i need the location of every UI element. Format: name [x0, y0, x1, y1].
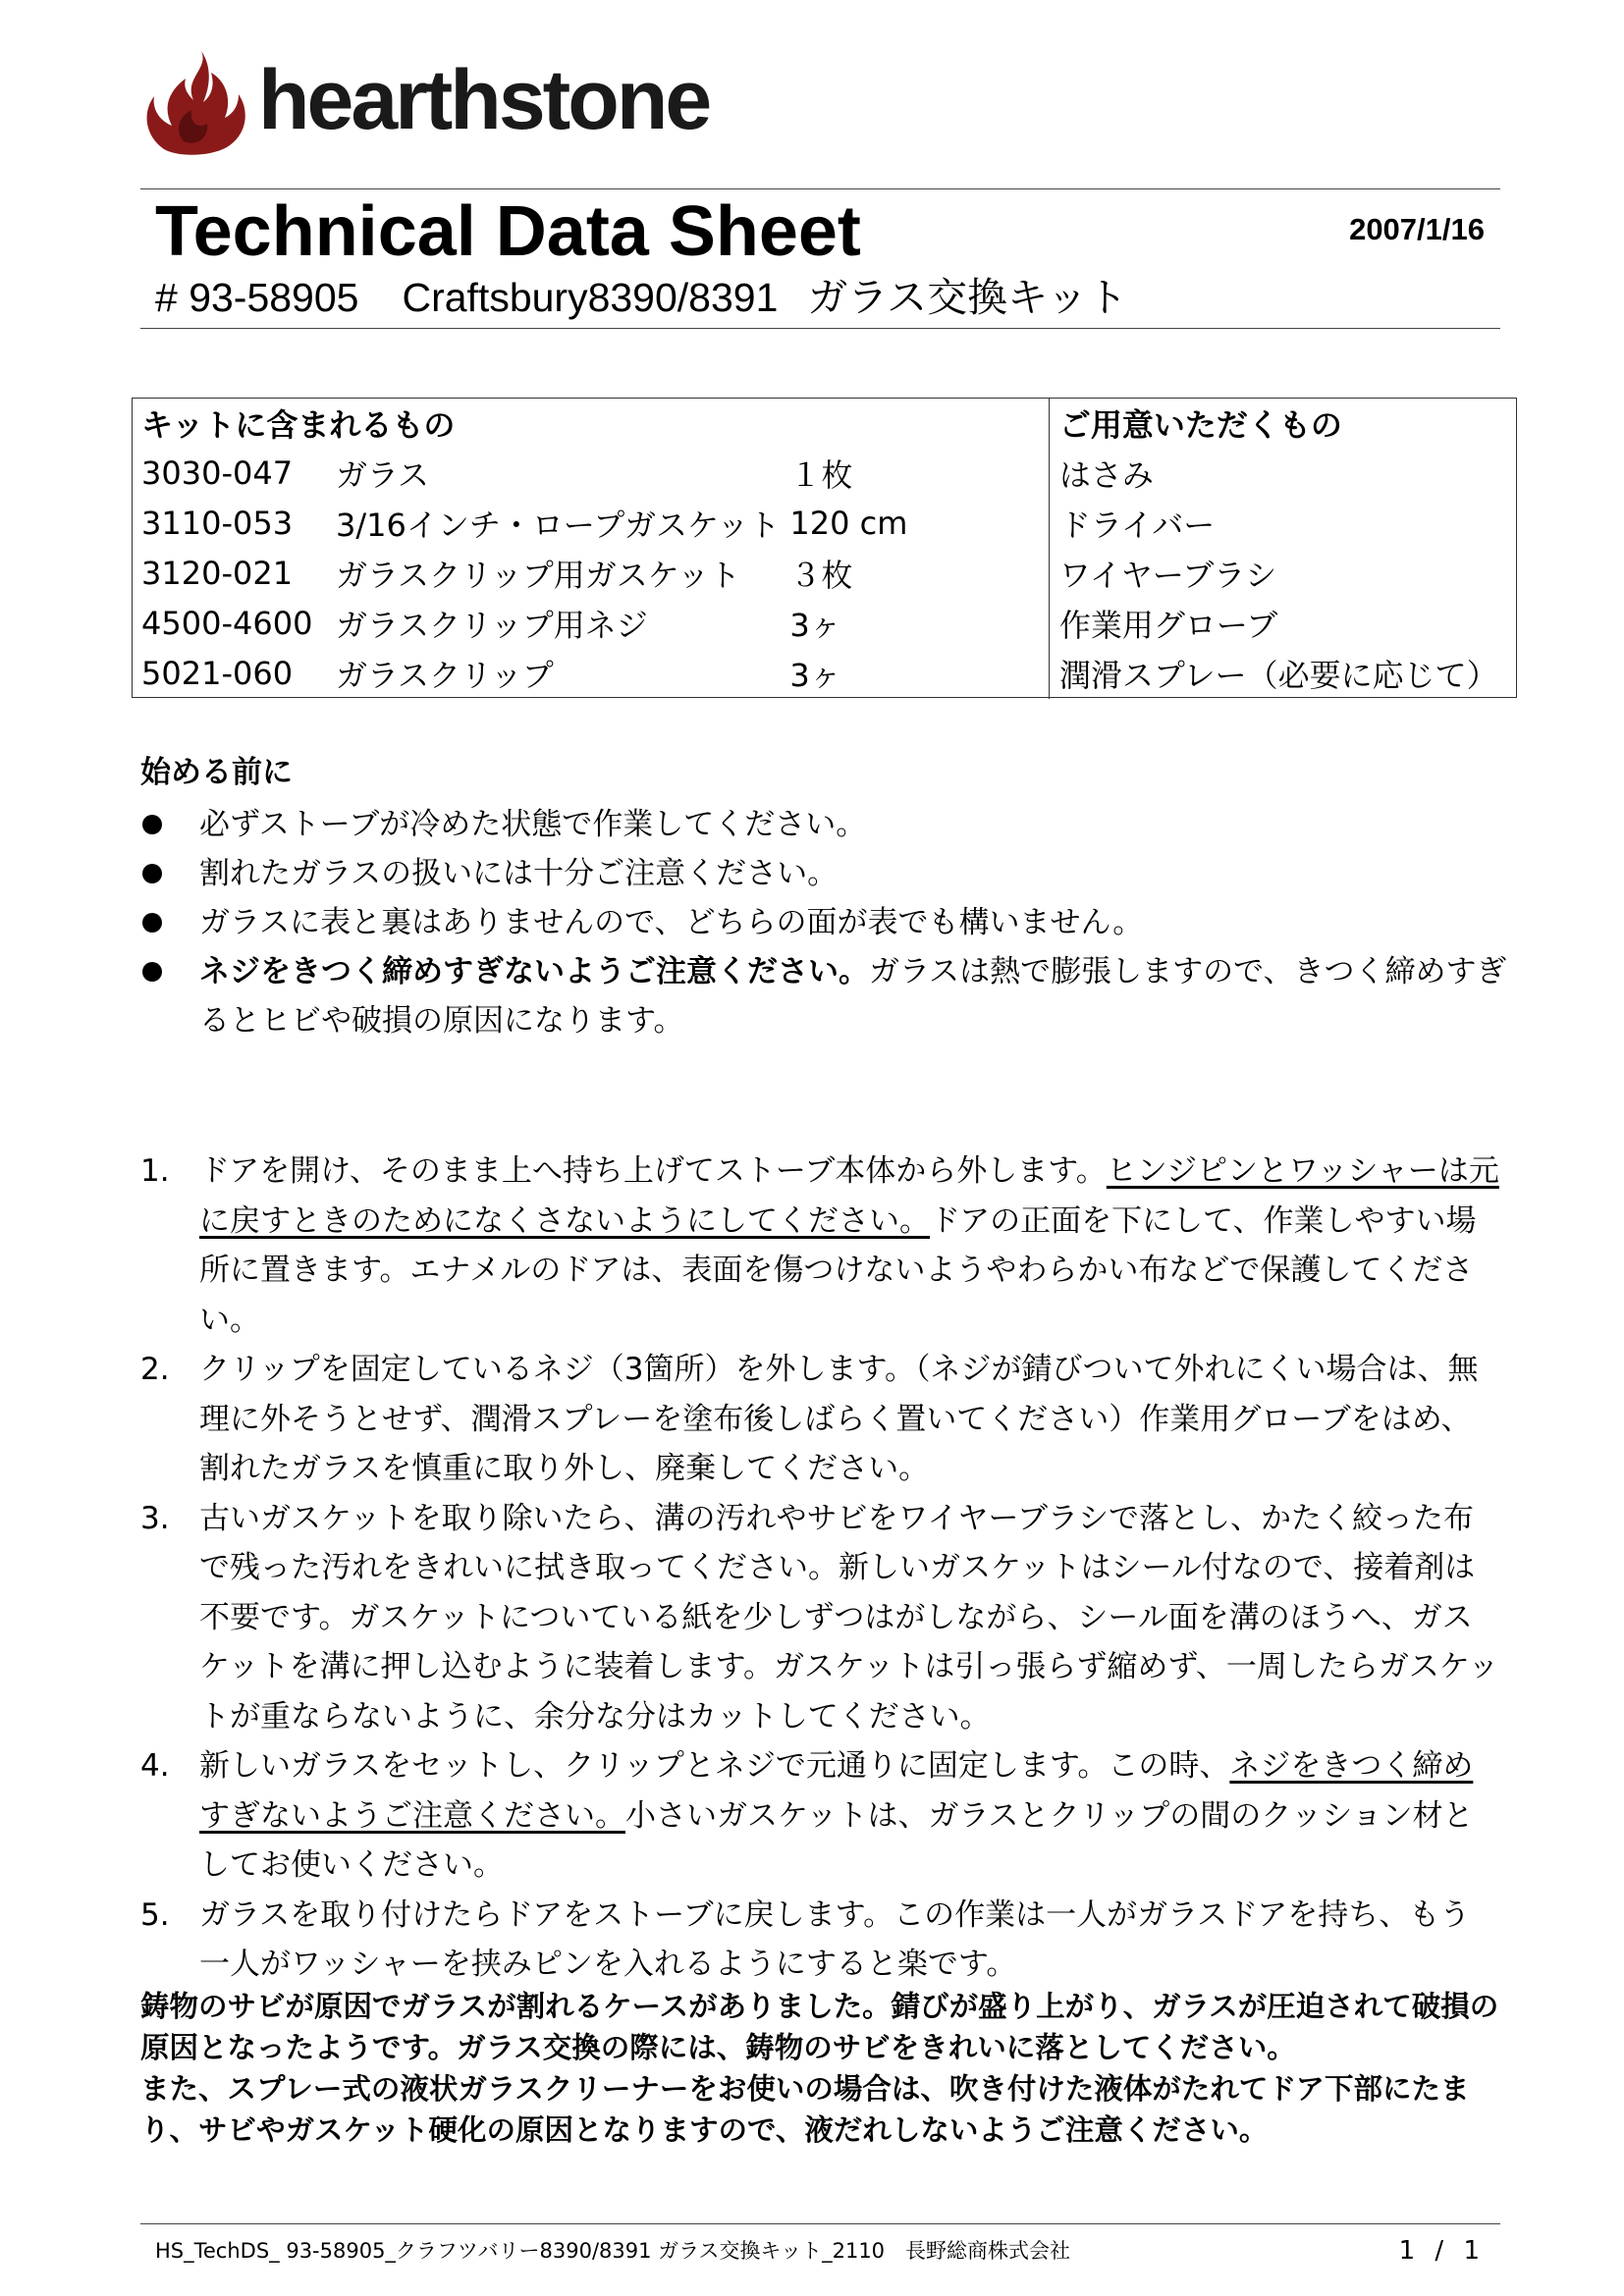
footer-rule: [140, 2223, 1500, 2224]
header-rule-bottom: [140, 328, 1500, 329]
footer-filename: HS_TechDS_ 93-58905_クラフツバリー8390/8391 ガラス交換キット_2110 長野総商株式会社: [155, 2239, 1071, 2263]
tool-item: ドライバー: [1058, 506, 1216, 544]
product-subtitle: [155, 270, 1127, 325]
part-qty: 3ヶ: [780, 599, 1049, 649]
bullet-icon: [142, 913, 162, 933]
underlined-note: ネジをきつく締めすぎないようご注意ください。: [199, 1748, 1474, 1834]
needed-header: ご用意いただくもの: [1058, 405, 1342, 444]
table-row: [132, 548, 1517, 598]
precaution-list: [140, 800, 1515, 1045]
part-name: ガラス: [336, 455, 430, 494]
table-row: [132, 599, 1517, 649]
list-item: 必ずストーブが冷めた状態で作業してください。: [140, 800, 1515, 849]
brand-wordmark: hearthstone: [258, 53, 710, 147]
part-name: 3/16インチ・ロープガスケット: [336, 506, 781, 544]
list-item: ネジをきつく締めすぎないようご注意ください。ガラスは熱で膨張しますので、きつく締めすぎるとヒビや破損の原因になります。: [140, 947, 1515, 1045]
note-paragraph: 鋳物のサビが原因でガラスが割れるケースがありました。錆びが盛り上がり、ガラスが圧迫されて破損の原因となったようです。ガラス交換の際には、鋳物のサビをきれいに落としてください。: [140, 1990, 1499, 2064]
step-item: 3. 古いガスケットを取り除いたら、溝の汚れやサビをワイヤーブラシで落とし、かたく絞った布で残った汚れをきれいに拭き取ってください。新しいガスケットはシール付なので、接着剤は不要です。ガスケットについている紙を少しずつはがしながら、シール面を溝のほうへ、ガスケットを溝に押し込むように装着します。ガスケットは引っ張らず縮めず、一周したらガスケットが重ならないように、余分な分はカットしてください。: [140, 1494, 1500, 1742]
part-number: # 93-58905: [155, 275, 359, 320]
flame-icon: [140, 47, 254, 157]
document-date: 2007/1/16: [1349, 212, 1485, 246]
page-title: Technical Data Sheet: [155, 192, 861, 271]
step-item: 2. クリップを固定しているネジ（3箇所）を外します。（ネジが錆びついて外れにくい場合は、無理に外そうとせず、潤滑スプレーを塗布後しばらく置いてください）作業用グローブをはめ、割れたガラスを慎重に取り外し、廃棄してください。: [140, 1345, 1500, 1494]
tool-item: はさみ: [1058, 455, 1154, 494]
part-code: 4500-4600: [141, 605, 313, 643]
note-paragraph: また、スプレー式の液状ガラスクリーナーをお使いの場合は、吹き付けた液体がたれてドア下部にたまり、サビやガスケット硬化の原因となりますので、液だれしないようご注意ください。: [140, 2072, 1470, 2147]
warning-emphasis: ネジをきつく締めすぎないようご注意ください。: [199, 954, 869, 989]
instruction-steps: [140, 1147, 1500, 1990]
step-number: 2.: [140, 1352, 170, 1387]
step-number: 5.: [140, 1896, 170, 1933]
step-item: 4. 新しいガラスをセットし、クリップとネジで元通りに固定します。この時、ネジをきつく締めすぎないようご注意ください。小さいガスケットは、ガラスとクリップの間のクッション材としてお使いください。: [140, 1741, 1500, 1891]
part-qty: 3ヶ: [780, 649, 1049, 699]
underlined-note: ヒンジピンとワッシャーは元に戻すときのためになくさないようにしてください。: [199, 1153, 1499, 1239]
table-row: [132, 649, 1517, 699]
caution-notes: [140, 1986, 1505, 2151]
list-item: ガラスに表と裏はありませんので、どちらの面が表でも構いません。: [140, 898, 1515, 947]
step-number: 1.: [140, 1153, 170, 1189]
part-name: ガラスクリップ: [336, 657, 554, 695]
kit-name: ガラス交換キット: [807, 274, 1128, 321]
bullet-icon: [142, 864, 162, 883]
hearthstone-logo: [140, 47, 710, 157]
part-name: ガラスクリップ用ネジ: [336, 607, 648, 645]
part-qty: ３枚: [780, 548, 1049, 598]
kit-contents-table: [132, 398, 1517, 699]
part-code: 5021-060: [141, 655, 294, 693]
table-row: [132, 448, 1517, 498]
part-code: 3120-021: [141, 555, 294, 593]
table-header-row: [132, 398, 1517, 448]
list-item: 割れたガラスの扱いには十分ご注意ください。: [140, 849, 1515, 898]
tool-item: 潤滑スプレー（必要に応じて）: [1058, 657, 1498, 695]
tool-item: ワイヤーブラシ: [1058, 557, 1277, 595]
part-code: 3030-047: [141, 454, 294, 492]
part-qty: 120 cm: [780, 498, 1049, 548]
table-row: [132, 498, 1517, 548]
step-item: 1. ドアを開け、そのまま上へ持ち上げてストーブ本体から外します。ヒンジピンとワッシャーは元に戻すときのためになくさないようにしてください。ドアの正面を下にして、作業しやすい場所に置きます。エナメルのドアは、表面を傷つけないようやわらかい布などで保護してください。: [140, 1147, 1500, 1345]
part-qty: １枚: [780, 448, 1049, 498]
part-name: ガラスクリップ用ガスケット: [336, 557, 741, 595]
step-item: 5. ガラスを取り付けたらドアをストーブに戻します。この作業は一人がガラスドアを持ち、もう一人がワッシャーを挟みピンを入れるようにすると楽です。: [140, 1891, 1500, 1990]
model-name: Craftsbury8390/8391: [402, 275, 779, 320]
part-code: 3110-053: [141, 504, 294, 542]
included-header: キットに含まれるもの: [132, 398, 1049, 448]
page-footer: [155, 2233, 1486, 2269]
page-number: 1 / 1: [1398, 2236, 1486, 2266]
step-number: 4.: [140, 1748, 170, 1784]
bullet-icon: [142, 815, 162, 834]
step-number: 3.: [140, 1500, 170, 1536]
before-start-heading: 始める前に: [140, 755, 293, 790]
tool-item: 作業用グローブ: [1058, 607, 1278, 645]
bullet-icon: [142, 962, 162, 982]
